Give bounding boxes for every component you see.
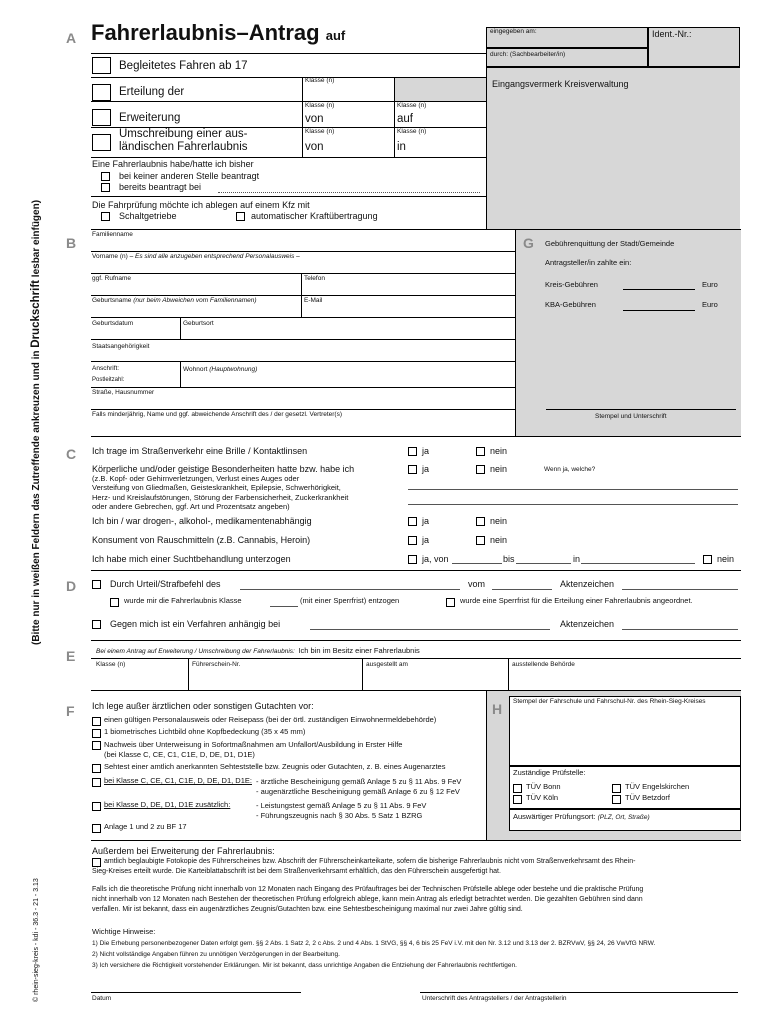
brille-question: Ich trage im Straßenverkehr eine Brille / Kontaktlinsen	[92, 446, 308, 456]
sucht-von-line[interactable]	[452, 563, 502, 564]
vorname-note: – Es sind alle anzugeben entsprechend Personalausweis –	[129, 253, 300, 260]
besitz-col-fs-nr: Führerschein-Nr.	[192, 661, 241, 668]
erweiterung-auf-label: auf	[397, 113, 413, 125]
checkbox-personalausweis[interactable]	[92, 717, 101, 726]
checkbox-sucht-nein[interactable]	[703, 555, 712, 564]
section-letter-h: H	[492, 701, 503, 717]
email-label: E-Mail	[304, 297, 323, 304]
besitz-col-ausgestellt: ausgestellt am	[366, 661, 408, 668]
erweiterung-klasse-label-2: Klasse (n)	[397, 102, 427, 109]
klasse-d-requirement: - Führungszeugnis nach § 30 Abs. 5 Satz 1 BZRG	[256, 811, 423, 820]
wenn-ja-label: Wenn ja, welche?	[544, 466, 596, 473]
anlage-bf17-label: Anlage 1 und 2 zu BF 17	[104, 822, 187, 831]
urteil-court-line[interactable]	[240, 589, 460, 590]
erteilung-klasse-label: Klasse (n)	[305, 77, 335, 84]
checkbox-abhaengig-nein[interactable]	[476, 517, 485, 526]
hinweis-item: 1) Die Erhebung personenbezogener Daten erfolgt gem. §§ 2 Abs. 1 Satz 2, 2 c Abs. 2 und 4 Abs. 1 StVG, §§ 4, 6 bis 25 FeV i.V. mit den Nr. 3.12 und 3.13 der 2. BZRVwV, §§ 24, 26 VwVfG NRW.	[92, 940, 656, 947]
besonderheiten-line-1[interactable]	[408, 489, 738, 490]
checkbox-sperrfrist[interactable]	[446, 598, 455, 607]
checkbox-tuv-koeln[interactable]	[513, 795, 522, 804]
urteil-vom-label: vom	[468, 579, 486, 589]
auswaertiger-pruefungsort-note: (PLZ, Ort, Straße)	[597, 814, 650, 821]
fotokopie-text-line: amtlich beglaubigte Fotokopie des Führerscheines bzw. Abschrift der Führerscheinkarteikarte, sofern die bisherige Fahrerlaubnis nicht vom Straßenverkehrsamt des Rhein-	[104, 858, 636, 865]
verfahren-label: Gegen mich ist ein Verfahren anhängig bei	[110, 619, 281, 629]
staatsangehoerigkeit-label: Staatsangehörigkeit	[92, 343, 150, 350]
fee-receipt-subtitle: Antragsteller/in zahlte ein:	[545, 258, 632, 267]
checkbox-tuv-betzdorf[interactable]	[612, 795, 621, 804]
besitz-col-klasse: Klasse (n)	[96, 661, 126, 668]
entzogen-klasse-line[interactable]	[270, 606, 298, 607]
tuv-bonn-label: TÜV Bonn	[526, 782, 561, 791]
besonderheiten-nein-label: nein	[490, 464, 508, 474]
urteil-label: Durch Urteil/Strafbefehl des	[110, 579, 221, 589]
checkbox-erste-hilfe[interactable]	[92, 741, 101, 750]
umschreibung-in-label: in	[397, 141, 406, 153]
verfahren-aktenzeichen-label: Aktenzeichen	[560, 619, 615, 629]
klasse-c-requirements	[256, 777, 461, 797]
checkbox-besonderheiten-nein[interactable]	[476, 465, 485, 474]
umschreibung-label-line2: ländischen Fahrerlaubnis	[119, 141, 248, 153]
kreis-gebuehren-label: Kreis-Gebühren	[545, 280, 598, 289]
prior-none-label: bei keiner anderen Stelle beantragt	[119, 171, 260, 181]
verfahren-aktenzeichen-line[interactable]	[622, 629, 738, 630]
fee-stamp-line[interactable]	[546, 409, 736, 410]
klasse-c-requirement: - ärztliche Bescheinigung gemäß Anlage 5 zu § 11 Abs. 9 FeV	[256, 777, 462, 786]
frist-paragraph-line: Falls ich die theoretische Prüfung nicht innerhalb von 12 Monaten nach Eingang des Prüfauftrages bei der Technischen Prüfstelle ablege oder bestehe und die praktische Prüfung	[92, 886, 644, 893]
datum-label: Datum	[92, 995, 112, 1002]
section-letter-a: A	[66, 30, 77, 46]
checkbox-besonderheiten-ja[interactable]	[408, 465, 417, 474]
sucht-bis-label: bis	[503, 554, 515, 564]
checkbox-verfahren[interactable]	[92, 620, 101, 629]
kreis-gebuehren-line[interactable]	[623, 289, 695, 290]
abhaengig-question: Ich bin / war drogen-, alkohol-, medikamentenabhängig	[92, 516, 312, 526]
kreis-gebuehren-currency: Euro	[702, 280, 718, 289]
section-letter-f: F	[66, 703, 75, 719]
driving-school-stamp-field[interactable]	[509, 696, 741, 766]
hinweise-list	[92, 938, 655, 971]
automatik-label: automatischer Kraftübertragung	[251, 211, 378, 221]
tuv-koeln-label: TÜV Köln	[526, 793, 559, 802]
checkbox-rauschmittel-ja[interactable]	[408, 536, 417, 545]
personalausweis-label: einen gültigen Personalausweis oder Reisepass (bei der örtl. zuständigen Einwohnermeldebehörde)	[104, 715, 437, 724]
brille-nein-label: nein	[490, 446, 508, 456]
urteil-aktenzeichen-label: Aktenzeichen	[560, 579, 615, 589]
besonderheiten-ja-label: ja	[422, 464, 430, 474]
geburtsort-label: Geburtsort	[183, 320, 214, 327]
sucht-in-line[interactable]	[581, 563, 695, 564]
exam-question: Die Fahrprüfung möchte ich ablegen auf einem Kfz mit	[92, 200, 310, 210]
familienname-label: Familienname	[92, 231, 133, 238]
brille-ja-label: ja	[422, 446, 430, 456]
sehtest-label: Sehtest einer amtlich anerkannten Sehteststelle bzw. Zeugnis oder Gutachten, z. B. eines Augenarztes	[104, 762, 446, 771]
section-letter-g: G	[523, 235, 534, 251]
erweiterung-von-label: von	[305, 113, 324, 125]
strasse-label: Straße, Hausnummer	[92, 389, 155, 396]
checkbox-anlage-bf17[interactable]	[92, 824, 101, 833]
checkbox-prior-none[interactable]	[101, 172, 110, 181]
geburtsname-note: (nur beim Abweichen vom Familiennamen)	[133, 297, 257, 304]
kba-gebuehren-line[interactable]	[623, 310, 695, 311]
prior-applied-line[interactable]	[218, 192, 480, 193]
urteil-aktenzeichen-line[interactable]	[622, 589, 738, 590]
sucht-question: Ich habe mich einer Suchtbehandlung unterzogen	[92, 554, 291, 564]
section-letter-e: E	[66, 648, 76, 664]
geburtsdatum-label: Geburtsdatum	[92, 320, 134, 327]
checkbox-automatik[interactable]	[236, 212, 245, 221]
fotokopie-text	[92, 857, 636, 877]
checkbox-sehtest[interactable]	[92, 764, 101, 773]
besitz-intro	[96, 647, 420, 656]
rauschmittel-nein-label: nein	[490, 535, 508, 545]
tuv-engelskirchen-label: TÜV Engelskirchen	[625, 782, 690, 791]
prior-applied-label: bereits beantragt bei	[119, 182, 202, 192]
checkbox-tuv-engelskirchen[interactable]	[612, 784, 621, 793]
klasse-d-requirements	[256, 801, 426, 821]
klasse-c-requirement: - augenärztliche Bescheinigung gemäß Anlage 6 zu § 12 FeV	[256, 787, 460, 796]
erweiterung-label: Erweiterung	[119, 112, 181, 124]
sucht-nein-label: nein	[717, 554, 735, 564]
checkbox-klasse-d[interactable]	[92, 802, 101, 811]
minderjaehrig-label: Falls minderjährig, Name und ggf. abweichende Anschrift des / der gesetzl. Vertreter(s)	[92, 411, 343, 418]
ident-number-label: Ident.-Nr.:	[652, 29, 692, 39]
kba-gebuehren-label: KBA-Gebühren	[545, 300, 596, 309]
erweiterung-klasse-label: Klasse (n)	[305, 102, 335, 109]
erste-hilfe-label	[104, 740, 402, 760]
klasse-d-requirement: - Leistungstest gemäß Anlage 5 zu § 11 Abs. 9 FeV	[256, 801, 427, 810]
page-title-suffix: auf	[325, 28, 346, 43]
checkbox-brille-nein[interactable]	[476, 447, 485, 456]
besonderheiten-detail-line: oder andere Gebrechen, ggf. Art und Prozentsatz angeben)	[92, 502, 290, 512]
postleitzahl-label: Postleitzahl:	[92, 377, 125, 383]
vorname-label	[92, 253, 300, 260]
entzogen-label-2: (mit einer Sperrfrist) entzogen	[300, 596, 400, 605]
datum-line[interactable]	[91, 992, 301, 993]
sucht-in-label: in	[573, 554, 581, 564]
frist-paragraph	[92, 885, 643, 915]
checkbox-umschreibung[interactable]	[92, 134, 111, 151]
checkbox-sucht-ja[interactable]	[408, 555, 417, 564]
unterschrift-line[interactable]	[420, 992, 738, 993]
prior-question: Eine Fahrerlaubnis habe/hatte ich bisher	[92, 159, 254, 169]
gutachten-intro: Ich lege außer ärztlichen oder sonstigen Gutachten vor:	[92, 701, 314, 711]
checkbox-erweiterung[interactable]	[92, 109, 111, 126]
page-title-text: Fahrerlaubnis–Antrag	[91, 20, 320, 45]
wohnort-label-text: Wohnort	[183, 366, 208, 373]
receipt-stamp-label: Eingangsvermerk Kreisverwaltung	[492, 79, 629, 89]
besonderheiten-line-2[interactable]	[408, 504, 738, 505]
klasse-d-label: bei Klasse D, DE, D1, D1E zusätzlich:	[104, 800, 231, 809]
vorname-label-text: Vorname (n)	[92, 253, 128, 260]
abhaengig-ja-label: ja	[422, 516, 430, 526]
auswaertiger-pruefungsort-text: Auswärtiger Prüfungsort:	[513, 812, 596, 821]
erste-hilfe-label-line2: (bei Klasse C, CE, C1, C1E, D, DE, D1, D1E)	[104, 750, 255, 759]
page-title	[91, 20, 345, 45]
geburtsname-label-text: Geburtsname	[92, 297, 132, 304]
umschreibung-klasse-label: Klasse (n)	[305, 128, 335, 135]
clerk-label: durch: (Sachbearbeiter/in)	[490, 51, 566, 58]
besonderheiten-detail-line: Herz- und Kreislaufstörungen, Störung der Farbensicherheit, Zuckerkrankheit	[92, 492, 349, 502]
pruefstelle-label: Zuständige Prüfstelle:	[513, 768, 586, 777]
auswaertiger-pruefungsort-label	[513, 813, 650, 822]
klasse-c-label: bei Klasse C, CE, C1, C1E, D, DE, D1, D1E:	[104, 776, 252, 785]
urteil-date-line[interactable]	[492, 589, 552, 590]
lichtbild-label: 1 biometrisches Lichtbild ohne Kopfbedeckung (35 x 45 mm)	[104, 727, 306, 736]
sperrfrist-label: wurde eine Sperrfrist für die Erteilung einer Fahrerlaubnis angeordnet.	[460, 596, 693, 605]
checkbox-klasse-c[interactable]	[92, 778, 101, 787]
received-label: eingegeben am:	[490, 28, 537, 35]
umschreibung-label	[119, 128, 248, 154]
checkbox-abhaengig-ja[interactable]	[408, 517, 417, 526]
section-letter-b: B	[66, 235, 77, 251]
schaltgetriebe-label: Schaltgetriebe	[119, 211, 177, 221]
checkbox-rauschmittel-nein[interactable]	[476, 536, 485, 545]
erteilung-label: Erteilung der	[119, 86, 185, 98]
besonderheiten-question: Körperliche und/oder geistige Besonderheiten hatte bzw. habe ich	[92, 464, 355, 474]
checkbox-prior-applied[interactable]	[101, 183, 110, 192]
rauschmittel-question: Konsument von Rauschmitteln (z.B. Cannabis, Heroin)	[92, 535, 311, 545]
section-letter-c: C	[66, 446, 77, 462]
ausserdem-heading: Außerdem bei Erweiterung der Fahrerlaubnis:	[92, 846, 275, 856]
besitz-intro-2: Ich bin im Besitz einer Fahrerlaubnis	[298, 646, 420, 655]
checkbox-urteil[interactable]	[92, 580, 101, 589]
frist-paragraph-line: nicht innerhalb von 12 Monaten nach Bestehen der theoretischen Prüfung erfolgreich ablege, kann mein Antrag als erledigt betrachtet werden. Die gezahlten Gebühren sind dann	[92, 896, 643, 903]
umschreibung-klasse-label-2: Klasse (n)	[397, 128, 427, 135]
checkbox-schaltgetriebe[interactable]	[101, 212, 110, 221]
entzogen-label: wurde mir die Fahrerlaubnis Klasse	[124, 596, 242, 605]
fotokopie-text-line: Sieg-Kreises erteilt wurde. Die Karteiblattabschrift ist bei dem Straßenverkehrsamt erhältlich, das den Führerschein ausgefertigt hat.	[92, 868, 501, 875]
checkbox-lichtbild[interactable]	[92, 729, 101, 738]
fee-receipt-title: Gebührenquittung der Stadt/Gemeinde	[545, 239, 675, 248]
abhaengig-nein-label: nein	[490, 516, 508, 526]
unterschrift-label: Unterschrift des Antragstellers / der Antragstellerin	[422, 995, 567, 1002]
hinweis-item: 2) Nicht vollständige Angaben führen zu unnötigen Verzögerungen in der Bearbeitung.	[92, 951, 340, 958]
fee-stamp-label: Stempel und Unterschrift	[595, 413, 667, 420]
rufname-label: ggf. Rufname	[92, 275, 132, 282]
geburtsname-label	[92, 297, 257, 304]
umschreibung-von-label: von	[305, 141, 324, 153]
checkbox-begleitetes-fahren[interactable]	[92, 57, 111, 74]
verfahren-line[interactable]	[310, 629, 550, 630]
hinweise-heading: Wichtige Hinweise:	[92, 927, 156, 936]
driving-school-stamp-label: Stempel der Fahrschule und Fahrschul-Nr. des Rhein-Sieg-Kreises	[513, 698, 706, 705]
side-instruction-bold: Druckschrift	[30, 279, 42, 348]
rauschmittel-ja-label: ja	[422, 535, 430, 545]
sucht-ja-von-label: ja, von	[422, 554, 449, 564]
side-instruction-suffix: lesbar einfügen)	[31, 199, 42, 280]
sucht-bis-line[interactable]	[516, 563, 571, 564]
checkbox-erteilung[interactable]	[92, 84, 111, 101]
besitz-intro-text: Bei einem Antrag auf Erweiterung / Umschreibung der Fahrerlaubnis:	[96, 648, 295, 655]
besonderheiten-details	[92, 474, 348, 512]
wohnort-note: (Hauptwohnung)	[209, 366, 258, 373]
tuv-betzdorf-label: TÜV Betzdorf	[625, 793, 671, 802]
checkbox-brille-ja[interactable]	[408, 447, 417, 456]
begleitetes-fahren-label: Begleitetes Fahren ab 17	[119, 60, 248, 72]
kba-gebuehren-currency: Euro	[702, 300, 718, 309]
besonderheiten-detail-line: Versteifung von Gliedmaßen, Geisteskrankheit, Epilepsie, Schwerhörigkeit,	[92, 483, 341, 493]
umschreibung-label-line1: Umschreibung einer aus-	[119, 128, 248, 140]
telefon-label: Telefon	[304, 275, 325, 282]
erste-hilfe-label-line1: Nachweis über Unterweisung in Sofortmaßnahmen am Unfallort/Ausbildung in Erster Hilfe	[104, 740, 403, 749]
wohnort-label	[183, 366, 257, 373]
section-letter-d: D	[66, 578, 77, 594]
checkbox-tuv-bonn[interactable]	[513, 784, 522, 793]
hinweis-item: 3) Ich versichere die Richtigkeit vorstehender Erklärungen. Mir ist bekannt, dass unrichtige Angaben die Entziehung der Fahrerlaubnis rechtfertigen.	[92, 962, 517, 969]
anschrift-label: Anschrift:	[92, 365, 120, 372]
side-instruction-prefix: (Bitte nur in weißen Feldern das Zutreffende ankreuzen und in	[31, 347, 42, 645]
checkbox-entzogen[interactable]	[110, 598, 119, 607]
checkbox-fotokopie[interactable]	[92, 858, 101, 867]
besitz-col-behoerde: ausstellende Behörde	[512, 661, 575, 668]
frist-paragraph-line: verfallen. Mir ist bekannt, dass ein augenärztliches Zeugnis/Gutachten bzw. eine Sehtestbescheinigung maximal nur zwei Jahre gültig sind.	[92, 906, 523, 913]
besonderheiten-detail-line: (z.B. Kopf- oder Gehirnverletzungen, Verlust eines Auges oder	[92, 474, 300, 483]
